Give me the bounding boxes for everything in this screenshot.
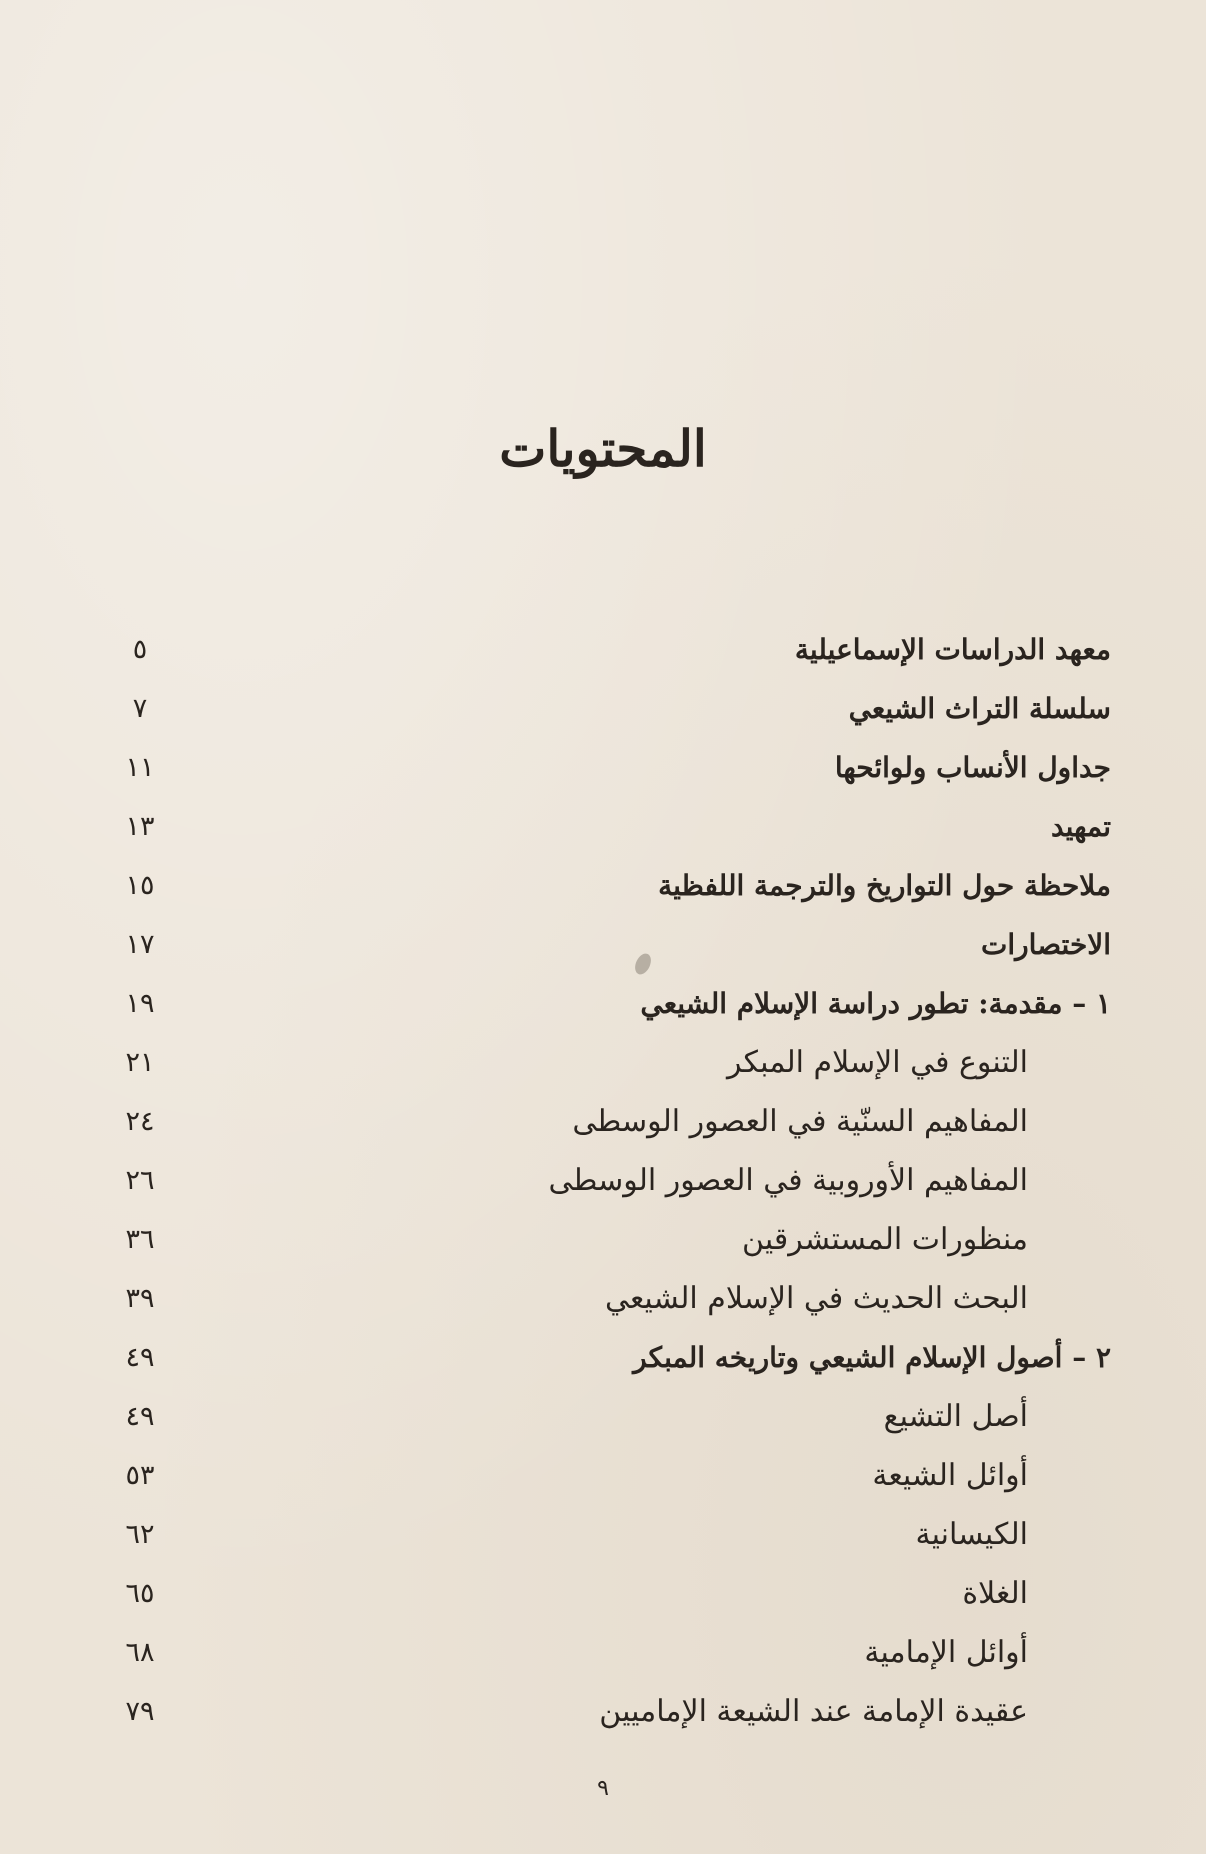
toc-entry-page-number: ١٥ <box>125 870 155 901</box>
toc-entry <box>0 1328 1206 1387</box>
toc-entry-page-number: ٣٦ <box>125 1224 155 1255</box>
toc-entry-page-number: ٤٩ <box>125 1342 155 1373</box>
toc-entry-page-number: ١١ <box>125 752 155 783</box>
toc-entry-page-number: ٣٩ <box>125 1283 155 1314</box>
toc-entry-title: ٢ – أصول الإسلام الشيعي وتاريخه المبكر <box>633 1341 1111 1374</box>
table-of-contents <box>0 620 1206 1741</box>
toc-entry <box>0 1092 1206 1151</box>
toc-entry-title: ملاحظة حول التواريخ والترجمة اللفظية <box>658 869 1111 902</box>
toc-entry-page-number: ٤٩ <box>125 1401 155 1432</box>
toc-entry-page-number: ٦٨ <box>125 1637 155 1668</box>
toc-entry-page-number: ١٣ <box>125 811 155 842</box>
toc-entry-title: المفاهيم السنّية في العصور الوسطى <box>572 1104 1028 1139</box>
toc-entry-title: التنوع في الإسلام المبكر <box>727 1045 1028 1080</box>
toc-entry <box>0 974 1206 1033</box>
toc-entry-page-number: ٦٥ <box>125 1578 155 1609</box>
toc-entry-title: المفاهيم الأوروبية في العصور الوسطى <box>548 1163 1028 1198</box>
toc-entry-title: الغلاة <box>962 1576 1028 1611</box>
toc-entry <box>0 1446 1206 1505</box>
toc-entry <box>0 856 1206 915</box>
toc-entry-title: عقيدة الإمامة عند الشيعة الإماميين <box>599 1694 1028 1729</box>
toc-entry-page-number: ٥٣ <box>125 1460 155 1491</box>
toc-entry-title: منظورات المستشرقين <box>741 1222 1028 1257</box>
toc-entry-page-number: ٦٢ <box>125 1519 155 1550</box>
toc-entry-title: سلسلة التراث الشيعي <box>848 692 1111 725</box>
toc-entry <box>0 1564 1206 1623</box>
toc-entry <box>0 738 1206 797</box>
toc-entry <box>0 1210 1206 1269</box>
toc-entry-page-number: ١٧ <box>125 929 155 960</box>
toc-entry-title: الكيسانية <box>915 1517 1028 1552</box>
toc-entry <box>0 797 1206 856</box>
page-number: ٩ <box>597 1776 609 1801</box>
toc-entry <box>0 1151 1206 1210</box>
toc-entry <box>0 1387 1206 1446</box>
toc-entry-title: أوائل الإمامية <box>864 1635 1028 1670</box>
toc-entry-page-number: ٥ <box>132 634 148 665</box>
toc-entry-page-number: ٢٦ <box>125 1165 155 1196</box>
page-title: المحتويات <box>499 418 707 478</box>
toc-entry <box>0 1033 1206 1092</box>
toc-entry-page-number: ٧ <box>132 693 148 724</box>
toc-entry-page-number: ٢١ <box>125 1047 155 1078</box>
toc-entry <box>0 915 1206 974</box>
toc-entry-title: تمهيد <box>1050 810 1111 843</box>
toc-entry-title: جداول الأنساب ولوائحها <box>834 751 1111 784</box>
toc-entry-title: أوائل الشيعة <box>872 1458 1028 1493</box>
toc-entry-title: أصل التشيع <box>883 1399 1028 1434</box>
toc-entry <box>0 1623 1206 1682</box>
toc-entry <box>0 620 1206 679</box>
toc-entry <box>0 1682 1206 1741</box>
toc-entry <box>0 1269 1206 1328</box>
toc-entry-title: ١ – مقدمة: تطور دراسة الإسلام الشيعي <box>640 987 1111 1020</box>
toc-entry <box>0 679 1206 738</box>
toc-entry <box>0 1505 1206 1564</box>
toc-entry-title: معهد الدراسات الإسماعيلية <box>794 633 1111 666</box>
toc-entry-page-number: ٢٤ <box>125 1106 155 1137</box>
toc-entry-title: البحث الحديث في الإسلام الشيعي <box>604 1281 1028 1316</box>
toc-entry-page-number: ١٩ <box>125 988 155 1019</box>
toc-entry-page-number: ٧٩ <box>125 1696 155 1727</box>
toc-entry-title: الاختصارات <box>981 928 1111 961</box>
